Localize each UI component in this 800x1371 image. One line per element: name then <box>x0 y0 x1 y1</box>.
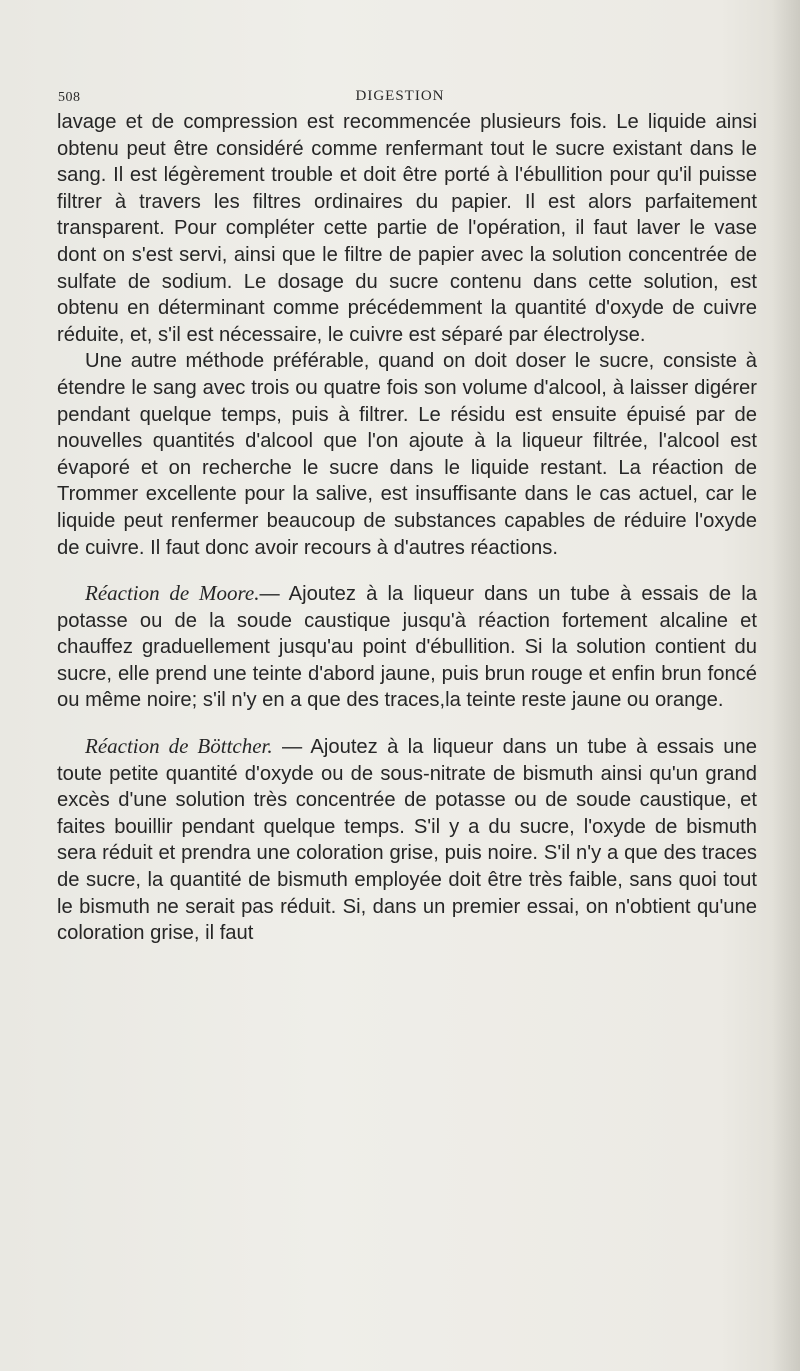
text-reaction-bottcher: — Ajoutez à la liqueur dans un tube à essais une toute petite quantité d'oxyde ou de sous-nitrate de bismuth ainsi qu'un grand excès d'une solution très concentrée de potasse ou de soude caustique, et faites bouillir pendant quelque temps. S'il y a du sucre, l'oxyde de bismuth sera réduit et prendra une coloration grise, puis noire. S'il n'y a que des traces de sucre, la quantité de bismuth employée doit être très faible, sans quoi tout le bismuth ne serait pas réduit. Si, dans un premier essai, on n'obtient qu'une coloration grise, il faut <box>57 736 757 945</box>
page-edge-shadow <box>772 0 800 1371</box>
heading-reaction-bottcher: Réaction de Böttcher. <box>85 734 273 759</box>
paragraph-autre-methode: Une autre méthode préférable, quand on doit doser le sucre, consiste à étendre le sang avec trois ou quatre fois son volume d'alcool, à laisser digérer pendant quelque temps, puis à filtrer. Le résidu est ensuite épuisé par de nouvelles quantités d'alcool que l'on ajoute à la liqueur filtrée, l'alcool est évaporé et on recherche le sucre dans le liquide restant. La réaction de Trommer excellente pour la salive, est insuffisante dans le cas actuel, car le liquide peut renfermer beaucoup de substances capables de réduire l'oxyde de cuivre. Il faut donc avoir recours à d'autres réactions. <box>57 350 757 559</box>
body-text <box>57 109 757 947</box>
heading-reaction-moore: Réaction de Moore. <box>85 581 260 606</box>
paragraph-reaction-moore <box>57 580 757 714</box>
text-reaction-moore: — Ajoutez à la liqueur dans un tube à essais de la potasse ou de la soude caustique jusqu'à réaction fortement alcaline et chauffez graduellement jusqu'au point d'ébullition. Si la solution contient du sucre, elle prend une teinte d'abord jaune, puis brun rouge et enfin brun foncé ou même noire; s'il n'y en a que des traces,la teinte reste jaune ou orange. <box>57 583 757 712</box>
page-number: 508 <box>58 90 81 105</box>
paragraph-reaction-bottcher <box>57 733 757 947</box>
running-title: DIGESTION <box>355 88 445 104</box>
paragraph-lavage: lavage et de compression est recommencée plusieurs fois. Le liquide ainsi obtenu peut être considéré comme renfermant tout le sucre existant dans le sang. Il est légèrement trouble et doit être porté à l'ébullition pour qu'il puisse filtrer à travers les filtres ordinaires du papier. Il est alors parfaitement transparent. Pour compléter cette partie de l'opération, il faut laver le vase dont on s'est servi, ainsi que le filtre de papier avec la solution concentrée de sulfate de sodium. Le dosage du sucre contenu dans cette solution, est obtenu en déterminant comme précédemment la quantité d'oxyde de cuivre réduite, et, s'il est nécessaire, le cuivre est séparé par électrolyse. <box>57 111 757 346</box>
